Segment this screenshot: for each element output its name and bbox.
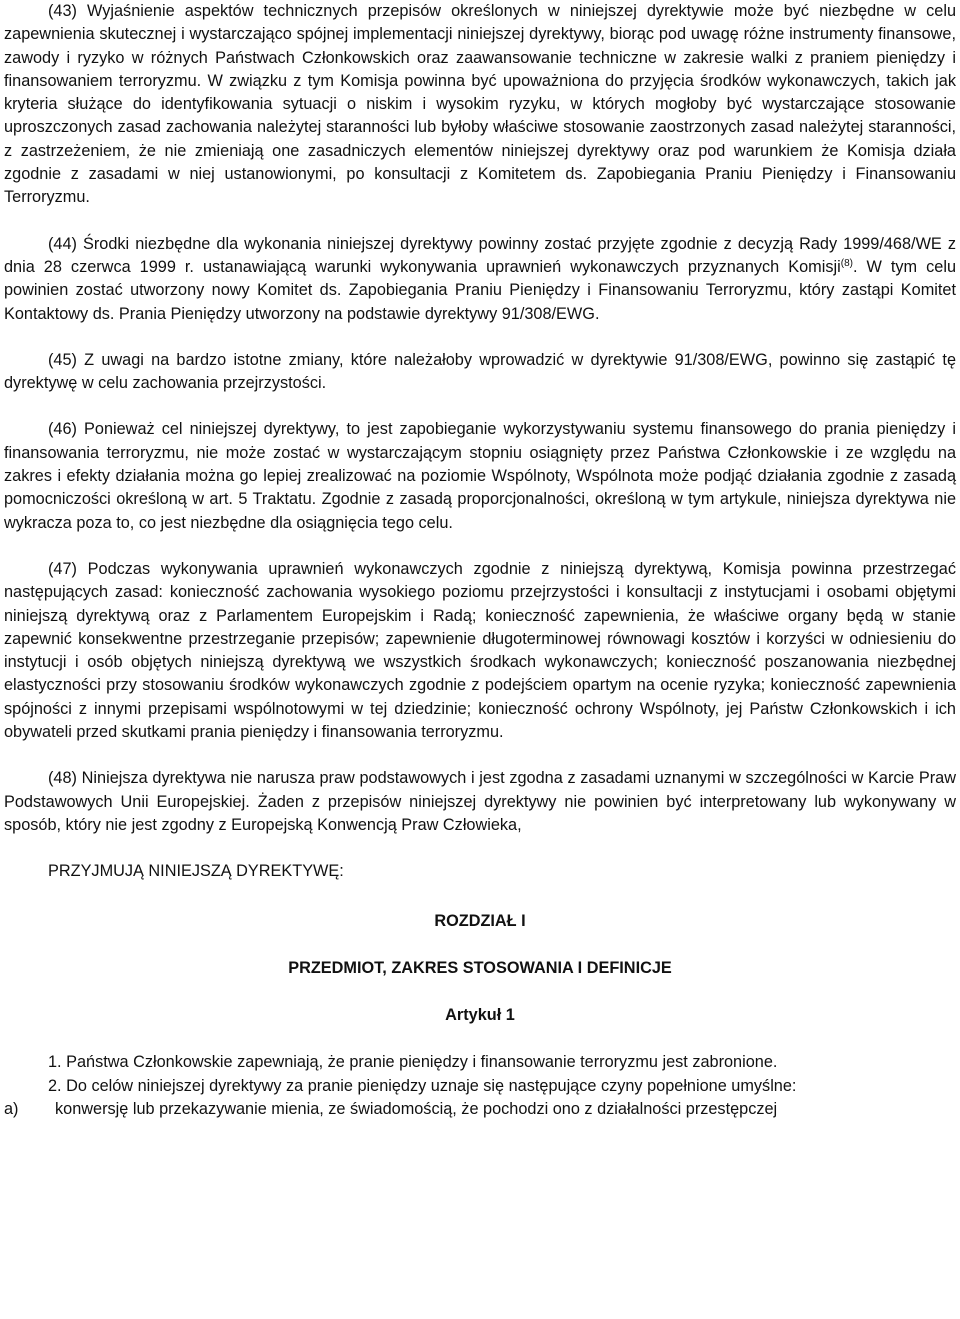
recital-48: (48) Niniejsza dyrektywa nie narusza praw podstawowych i jest zgodna z zasadami uznanymi w szczególności w Karcie Praw Podstawowych Unii Europejskiej. Żaden z przepisów niniejszej dyrektywy nie powinien być interpretowany lub wykonywany w sposób, który nie jest zgodny z Europejską Konwencją Praw Człowieka, (4, 769, 956, 834)
letter-item-label: a) (4, 1099, 19, 1118)
article-title: Artykuł 1 (445, 1006, 515, 1025)
letter-item-text: konwersję lub przekazywanie mienia, ze świadomością, że pochodzi ono z działalności przestępczej (55, 1099, 778, 1118)
recital-47: (47) Podczas wykonywania uprawnień wykonawczych zgodnie z niniejszą dyrektywą, Komisja powinna przestrzegać następujących zasad: konieczność zachowania wysokiego poziomu przejrzystości i konsultacji z instytucjami i osobami objętymi niniejszą dyrektywą oraz z Parlamentem Europejskim i Radą; konieczność zapewnienia, że właściwe organy będą w stanie zapewnić konsekwentne przestrzeganie przepisów; zapewnienie długoterminowej równowagi kosztów i korzyści w odniesieniu do instytucji i osób objętych niniejszą dyrektywą we wszystkich środkach wykonawczych; konieczność poszanowania niezbędnej elastyczności przy stosowaniu środków wykonawczych zgodnie z podejściem opartym na ocenie ryzyka; konieczność zapewnienia spójności z innymi przepisami wspólnotowymi w tej dziedzinie; konieczność ochrony Wspólnoty, jej Państw Członkowskich i ich obywateli przed skutkami prania pieniędzy i finansowania terroryzmu. (4, 559, 956, 742)
letter-item-a (4, 1098, 956, 1121)
recital-45: (45) Z uwagi na bardzo istotne zmiany, które należałoby wprowadzić w dyrektywie 91/308/EWG, powinno się zastąpić tę dyrektywę w celu zachowania przejrzystości. (4, 350, 956, 393)
adoption-formula: PRZYJMUJĄ NINIEJSZĄ DYREKTYWĘ: (48, 862, 344, 881)
recital-46: (46) Ponieważ cel niniejszej dyrektywy, to jest zapobieganie wykorzystywaniu systemu finansowego do prania pieniędzy i finansowania terroryzmu, nie może zostać w wystarczającym stopniu osiągnięty przez Państwa Członkowskie i ze względu na zakres i efekty działania można go lepiej zrealizować na poziomie Wspólnoty, Wspólnota może podjąć działania zgodnie z zasadą pomocniczości określoną w art. 5 Traktatu. Zgodnie z zasadą proporcjonalności, określoną w tym artykule, niniejsza dyrektywa nie wykracza poza to, co jest niezbędne dla osiągnięcia tego celu. (4, 420, 956, 532)
recital-44-text-continued: . W tym celu powinien zostać utworzony nowy Komitet ds. Zapobiegania Praniu Pieniędzy i Finansowaniu Terroryzmu, który zastąpi Komitet Kontaktowy ds. Prania Pieniędzy utworzony na podstawie dyrektywy 91/308/EWG. (4, 257, 957, 323)
recital-44 (4, 233, 956, 326)
recital-44-text: (44) Środki niezbędne dla wykonania niniejszej dyrektywy powinny zostać przyjęte zgodnie z decyzją Rady 1999/468/WE z dnia 28 czerwca 1999 r. ustanawiającą warunki wykonywania uprawnień wykonawczych przyznanych Komisji (4, 234, 956, 276)
recital-43: (43) Wyjaśnienie aspektów technicznych przepisów określonych w niniejszej dyrektywie może być niezbędne w celu zapewnienia skutecznej i wystarczająco spójnej implementacji niniejszej dyrektywy, biorąc pod uwagę różne instrumenty finansowe, zawody i ryzyko w różnych Państwach Członkowskich oraz zaawansowanie techniczne w zakresie walki z praniem pieniędzy i finansowaniem terroryzmu. W związku z tym Komisja powinna być upoważniona do przyjęcia środków wykonawczych, takich jak kryteria służące do identyfikowania sytuacji o niskim i wysokim ryzyku, w których mogłoby być wystarczające stosowanie uproszczonych zasad zachowania należytej staranności lub byłoby właściwe stosowanie zaostrzonych zasad należytej staranności, z zastrzeżeniem, że nie zmieniają one zasadniczych elementów niniejszej dyrektywy oraz pod warunkiem że Komisja działa zgodnie z zasadami w niej ustanowionymi, po konsultacji z Komitetem ds. Zapobiegania Praniu Pieniędzy i Finansowaniu Terroryzmu. (4, 2, 956, 207)
footnote-reference[interactable]: (8) (840, 257, 853, 269)
article-point-2: 2. Do celów niniejszej dyrektywy za pranie pieniędzy uznaje się następujące czyny popełnione umyślne: (48, 1076, 797, 1095)
chapter-title: PRZEDMIOT, ZAKRES STOSOWANIA I DEFINICJE (288, 958, 672, 977)
chapter-heading: ROZDZIAŁ I (434, 911, 526, 930)
article-point-1: 1. Państwa Członkowskie zapewniają, że pranie pieniędzy i finansowanie terroryzmu jest zabronione. (48, 1053, 778, 1072)
